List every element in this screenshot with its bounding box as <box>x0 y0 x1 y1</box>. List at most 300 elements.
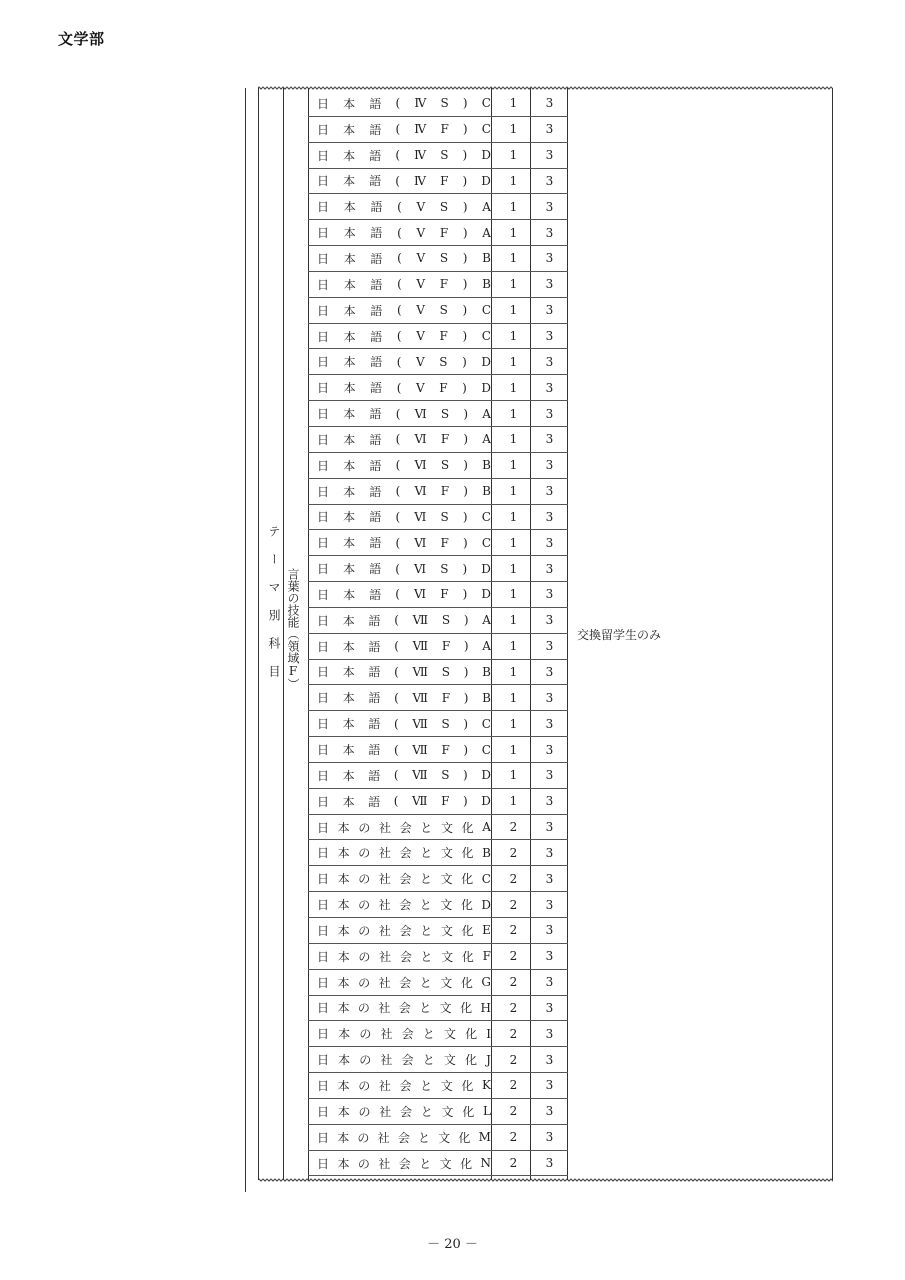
table-row <box>308 660 568 686</box>
course-name-char: 日 <box>317 743 330 758</box>
course-name-char: D <box>481 380 491 395</box>
course-name-char: ( <box>397 225 402 240</box>
course-name-char: C <box>481 742 491 757</box>
course-name-char: ) <box>463 458 468 473</box>
course-name-char: 会 <box>400 1104 413 1119</box>
course-name-char: ( <box>394 690 399 705</box>
course-name-char: ) <box>463 639 469 654</box>
course-name-char: 日 <box>317 923 330 938</box>
course-name-char: ( <box>394 639 399 654</box>
course-name-char: 日 <box>317 536 330 551</box>
course-name-char: 会 <box>401 1053 414 1068</box>
course-name-char: 本 <box>343 251 356 266</box>
course-name-char: 社 <box>379 949 392 964</box>
course-name-char: F <box>439 225 449 240</box>
credits-cell: 2 <box>509 1104 518 1119</box>
course-name <box>317 143 491 168</box>
course-name-char: 会 <box>399 846 412 861</box>
course-name-char: ( <box>396 380 402 395</box>
table-row <box>308 1125 568 1151</box>
course-name-char: D <box>481 897 491 912</box>
course-name-char: 会 <box>399 975 412 990</box>
course-name-char: の <box>359 1027 372 1042</box>
course-name-char: 本 <box>337 1001 350 1016</box>
course-name-char: 本 <box>337 898 350 913</box>
course-name-char: Ⅵ <box>414 406 427 421</box>
credits-cell: 2 <box>509 1000 518 1015</box>
course-name-char: 語 <box>370 251 383 266</box>
course-name-char: と <box>420 1104 433 1119</box>
course-name-char: I <box>486 1026 491 1041</box>
course-name-char: 語 <box>369 174 382 189</box>
credits-cell: 2 <box>509 949 518 964</box>
course-name-char: 本 <box>343 96 356 111</box>
course-name-char: ( <box>394 664 399 679</box>
course-name-char: 語 <box>368 794 381 809</box>
column-divider <box>258 88 259 1180</box>
credits-cell: 1 <box>509 768 518 783</box>
course-name-char: Ⅴ <box>416 277 426 292</box>
course-name-char: ( <box>395 173 400 188</box>
course-name-char: 会 <box>399 949 412 964</box>
course-name-char: 語 <box>369 587 382 602</box>
course-name-char: 化 <box>461 872 474 887</box>
credits-cell: 1 <box>509 664 518 679</box>
course-name-char: Ⅳ <box>414 122 427 137</box>
course-name-char: の <box>358 1104 371 1119</box>
course-name-char: ) <box>463 690 469 705</box>
course-name-char: B <box>482 458 491 473</box>
course-name <box>317 505 491 530</box>
course-name-char: F <box>441 690 451 705</box>
course-name-char: 語 <box>370 329 383 344</box>
course-name-char: C <box>481 509 491 524</box>
course-name-char: Ⅴ <box>416 199 426 214</box>
course-name <box>317 272 491 297</box>
course-name-char: F <box>440 173 449 188</box>
course-name-char: F <box>440 535 449 550</box>
course-name-char: ( <box>393 794 399 809</box>
credits-cell: 1 <box>509 354 518 369</box>
course-name-char: ( <box>396 354 402 369</box>
course-name-char: 社 <box>378 1156 391 1171</box>
course-name-char: 文 <box>438 1130 451 1145</box>
column-divider <box>283 88 284 1180</box>
credits-cell: 1 <box>509 613 518 628</box>
course-name-char: L <box>483 1104 491 1119</box>
course-name-char: B <box>482 484 491 499</box>
credits-cell: 2 <box>509 1052 518 1067</box>
credits-cell: 1 <box>509 509 518 524</box>
course-name-char: 日 <box>317 407 330 422</box>
year-cell: 3 <box>545 458 554 473</box>
credits-cell: 1 <box>509 303 518 318</box>
course-name-char: 日 <box>317 277 330 292</box>
table-row <box>308 1021 568 1047</box>
course-name-char: 本 <box>342 794 355 809</box>
course-name-char: 会 <box>401 1027 414 1042</box>
course-name-char: ( <box>395 587 400 602</box>
course-name-char: 日 <box>317 794 330 809</box>
course-name-char: S <box>441 664 450 679</box>
course-name <box>317 427 491 452</box>
course-name-char: 日 <box>317 1027 330 1042</box>
course-name-char: ) <box>462 561 468 576</box>
course-name-char: 日 <box>317 329 330 344</box>
course-name-char: の <box>358 949 371 964</box>
course-name-char: ) <box>462 225 468 240</box>
course-name-char: F <box>439 277 449 292</box>
course-name-char: 会 <box>398 1001 411 1016</box>
course-name-char: 語 <box>370 355 383 370</box>
course-name-char: ) <box>462 148 468 163</box>
course-name-char: の <box>359 1053 372 1068</box>
table-row <box>308 91 568 117</box>
credits-cell: 1 <box>509 639 518 654</box>
course-name <box>317 169 491 194</box>
course-name-char: 語 <box>369 122 382 137</box>
course-name <box>317 1021 491 1046</box>
year-cell: 3 <box>545 96 554 111</box>
table-row <box>308 375 568 401</box>
column-divider <box>832 88 833 1180</box>
course-name-char: 社 <box>378 1001 391 1016</box>
course-name-char: F <box>441 639 451 654</box>
course-name-char: 本 <box>343 587 356 602</box>
course-name-char: 日 <box>317 1130 330 1145</box>
course-name-char: F <box>441 794 450 809</box>
course-name <box>317 324 491 349</box>
course-name-char: 化 <box>462 1104 475 1119</box>
course-name-char: 本 <box>343 432 356 447</box>
course-name-char: 語 <box>369 407 382 422</box>
course-name-char: 本 <box>343 381 356 396</box>
course-name-char: ) <box>462 173 468 188</box>
course-name-char: 化 <box>465 1027 478 1042</box>
credits-cell: 1 <box>509 690 518 705</box>
course-name-char: 日 <box>317 1078 330 1093</box>
course-name-char: A <box>482 613 491 628</box>
course-name-char: ( <box>395 96 401 111</box>
table-row <box>308 246 568 272</box>
course-name-char: ( <box>397 199 402 214</box>
course-name-char: Ⅵ <box>414 587 427 602</box>
year-cell: 3 <box>545 820 554 835</box>
course-name-char: 社 <box>378 975 391 990</box>
year-cell: 3 <box>545 561 554 576</box>
credits-cell: 2 <box>509 1078 518 1093</box>
table-row <box>308 505 568 531</box>
course-name-char: 日 <box>317 613 330 628</box>
course-name-char: と <box>419 975 432 990</box>
course-name-char: と <box>420 949 433 964</box>
course-name-char: Ⅴ <box>416 354 425 369</box>
course-name-char: D <box>481 587 491 602</box>
year-cell: 3 <box>545 432 554 447</box>
year-cell: 3 <box>545 1156 554 1171</box>
course-name-char: 語 <box>368 639 381 654</box>
course-name-char: 日 <box>317 587 330 602</box>
course-name-char: Ⅵ <box>414 432 427 447</box>
course-name-char: C <box>481 96 491 111</box>
table-row <box>308 427 568 453</box>
course-name-char: B <box>482 664 491 679</box>
table-row <box>308 763 568 789</box>
category-theme-label: テーマ別科目 <box>267 525 281 693</box>
course-name <box>317 608 491 633</box>
course-name <box>317 453 491 478</box>
course-name-char: D <box>481 354 491 369</box>
course-name-char: 語 <box>369 536 382 551</box>
course-name-char: 日 <box>317 949 330 964</box>
course-name-char: 文 <box>440 1078 453 1093</box>
course-name-char: 日 <box>317 484 330 499</box>
course-name <box>317 1073 491 1098</box>
course-name-char: ( <box>395 122 401 137</box>
table-row <box>308 711 568 737</box>
course-name-char: A <box>482 820 491 835</box>
course-name-char: 本 <box>343 122 356 137</box>
course-name <box>317 892 491 917</box>
course-name-char: 本 <box>337 820 350 835</box>
course-name-char: ( <box>397 251 402 266</box>
course-name <box>317 970 491 995</box>
course-name <box>317 220 491 245</box>
course-name-char: S <box>440 561 449 576</box>
course-table <box>258 88 833 1180</box>
course-name-char: F <box>440 122 449 137</box>
course-name-char: 日 <box>317 975 330 990</box>
course-name-char: Ⅶ <box>412 716 428 731</box>
course-name-char: 本 <box>343 174 356 189</box>
course-name-char: 語 <box>369 432 382 447</box>
course-name-char: S <box>440 509 449 524</box>
course-name-char: D <box>481 768 491 783</box>
course-name-char: 会 <box>397 1130 410 1145</box>
table-row <box>308 996 568 1022</box>
course-name <box>317 685 491 710</box>
credits-cell: 2 <box>509 923 518 938</box>
course-name-char: ( <box>395 535 401 550</box>
course-name-char: Ⅵ <box>414 561 427 576</box>
year-cell: 3 <box>545 329 554 344</box>
credits-cell: 1 <box>509 716 518 731</box>
course-name-char: ) <box>463 742 469 757</box>
course-name-char: 日 <box>317 458 330 473</box>
year-cell: 3 <box>545 173 554 188</box>
course-name-char: 本 <box>342 613 355 628</box>
course-name-char: 語 <box>368 717 381 732</box>
table-row <box>308 892 568 918</box>
course-name-char: 語 <box>369 148 382 163</box>
year-cell: 3 <box>545 354 554 369</box>
credits-cell: 1 <box>509 561 518 576</box>
course-name-char: Ⅳ <box>414 148 427 163</box>
course-name-char: 文 <box>439 1156 452 1171</box>
credits-cell: 1 <box>509 458 518 473</box>
course-name <box>317 737 491 762</box>
course-name-char: 日 <box>317 1001 330 1016</box>
year-cell: 3 <box>545 122 554 137</box>
course-name-char: 化 <box>461 820 474 835</box>
course-name-char: S <box>439 354 448 369</box>
credits-cell: 1 <box>509 148 518 163</box>
course-name-char: S <box>439 251 449 266</box>
course-name-char: 日 <box>317 1053 330 1068</box>
course-name-char: 化 <box>458 1130 471 1145</box>
course-name <box>317 401 491 426</box>
year-cell: 3 <box>545 639 554 654</box>
year-cell: 3 <box>545 509 554 524</box>
credits-cell: 2 <box>509 1130 518 1145</box>
course-name-char: ( <box>395 484 401 499</box>
course-name-char: Ⅵ <box>414 458 427 473</box>
course-name-char: ) <box>462 587 468 602</box>
year-cell: 3 <box>545 664 554 679</box>
page-number: － 20 － <box>427 1237 478 1252</box>
year-cell: 3 <box>545 380 554 395</box>
course-name-char: 日 <box>317 381 330 396</box>
course-name-char: ) <box>463 406 469 421</box>
table-row <box>308 453 568 479</box>
course-name-char: 化 <box>464 1053 477 1068</box>
course-name-char: ) <box>462 251 468 266</box>
table-row <box>308 685 568 711</box>
course-name-char: ) <box>463 484 468 499</box>
year-cell: 3 <box>545 199 554 214</box>
year-cell: 3 <box>545 949 554 964</box>
course-name-char: 文 <box>440 846 453 861</box>
credits-cell: 2 <box>509 845 518 860</box>
course-name-char: の <box>358 846 371 861</box>
course-name-char: 語 <box>368 613 381 628</box>
course-name-char: 会 <box>399 898 412 913</box>
course-name-char: 会 <box>399 872 412 887</box>
course-name <box>317 246 491 271</box>
course-name-char: と <box>420 1078 433 1093</box>
course-name-char: ) <box>462 277 468 292</box>
course-name-char: ) <box>462 354 467 369</box>
course-name <box>317 194 491 219</box>
course-name-char: 本 <box>337 1156 350 1171</box>
course-name-char: と <box>419 898 432 913</box>
course-name-char: 日 <box>317 562 330 577</box>
course-name-char: Ⅴ <box>416 251 426 266</box>
year-cell: 3 <box>545 897 554 912</box>
table-row <box>308 479 568 505</box>
course-name-char: Ⅴ <box>415 380 425 395</box>
course-name-char: 社 <box>378 820 391 835</box>
course-name-char: 化 <box>460 898 473 913</box>
course-name-char: D <box>481 794 491 809</box>
course-name-char: F <box>441 742 450 757</box>
year-cell: 3 <box>545 845 554 860</box>
year-cell: 3 <box>545 1052 554 1067</box>
course-name-char: 本 <box>337 1104 350 1119</box>
course-name-char: の <box>357 1156 370 1171</box>
course-name-char: と <box>418 1130 431 1145</box>
course-name-char: 社 <box>380 1027 393 1042</box>
course-name-char: Ⅶ <box>412 794 428 809</box>
course-name-char: 化 <box>461 949 474 964</box>
course-name <box>317 349 491 374</box>
course-name-char: の <box>358 923 371 938</box>
course-name <box>317 840 491 865</box>
course-name-char: 日 <box>317 846 330 861</box>
course-name-char: 日 <box>317 148 330 163</box>
course-name-char: ( <box>393 768 399 783</box>
course-name-char: 語 <box>369 562 382 577</box>
course-name-char: 化 <box>461 923 474 938</box>
course-name-char: ) <box>463 794 468 809</box>
course-name-char: 日 <box>317 717 330 732</box>
course-name-char: Ⅳ <box>414 96 427 111</box>
course-name-char: 語 <box>369 484 382 499</box>
course-name-char: の <box>358 820 371 835</box>
remarks-note: 交換留学生のみ <box>577 628 662 642</box>
course-name-char: 化 <box>460 1001 473 1016</box>
course-name-char: ) <box>463 613 469 628</box>
course-name-char: 本 <box>343 355 356 370</box>
table-row <box>308 944 568 970</box>
course-name <box>317 1099 491 1124</box>
course-name <box>317 866 491 891</box>
table-row <box>308 866 568 892</box>
course-name-char: ) <box>462 96 468 111</box>
course-name-char: C <box>481 303 491 318</box>
credits-cell: 1 <box>509 484 518 499</box>
table-row <box>308 324 568 350</box>
course-name-char: S <box>439 303 448 318</box>
course-name-char: 社 <box>379 1104 392 1119</box>
course-name <box>317 763 491 788</box>
credits-cell: 1 <box>509 329 518 344</box>
course-name-char: F <box>440 432 450 447</box>
credits-cell: 1 <box>509 225 518 240</box>
course-name-char: ( <box>395 406 401 421</box>
course-name <box>317 556 491 581</box>
course-name-char: Ⅳ <box>414 173 427 188</box>
course-name-char: F <box>482 949 491 964</box>
course-name-char: 日 <box>317 898 330 913</box>
course-name-char: と <box>422 1053 435 1068</box>
course-name-char: 日 <box>317 639 330 654</box>
course-name-char: 本 <box>337 1078 350 1093</box>
table-row <box>308 530 568 556</box>
year-cell: 3 <box>545 535 554 550</box>
course-name <box>317 789 491 814</box>
course-name-char: と <box>420 820 433 835</box>
course-name-char: 本 <box>343 200 356 215</box>
course-name-char: 本 <box>337 975 350 990</box>
year-cell: 3 <box>545 251 554 266</box>
credits-cell: 2 <box>509 897 518 912</box>
course-name-char: F <box>440 484 450 499</box>
course-name-char: の <box>357 1001 370 1016</box>
course-name-char: ) <box>463 432 469 447</box>
course-name <box>317 815 491 840</box>
course-name-char: C <box>481 535 491 550</box>
course-name-char: A <box>482 199 491 214</box>
course-name-char: 日 <box>317 303 330 318</box>
credits-cell: 1 <box>509 173 518 188</box>
year-cell: 3 <box>545 1078 554 1093</box>
course-name-char: A <box>482 432 491 447</box>
course-name-char: F <box>439 329 448 344</box>
table-row <box>308 556 568 582</box>
course-name-char: 日 <box>317 226 330 241</box>
course-name-char: 日 <box>317 691 330 706</box>
